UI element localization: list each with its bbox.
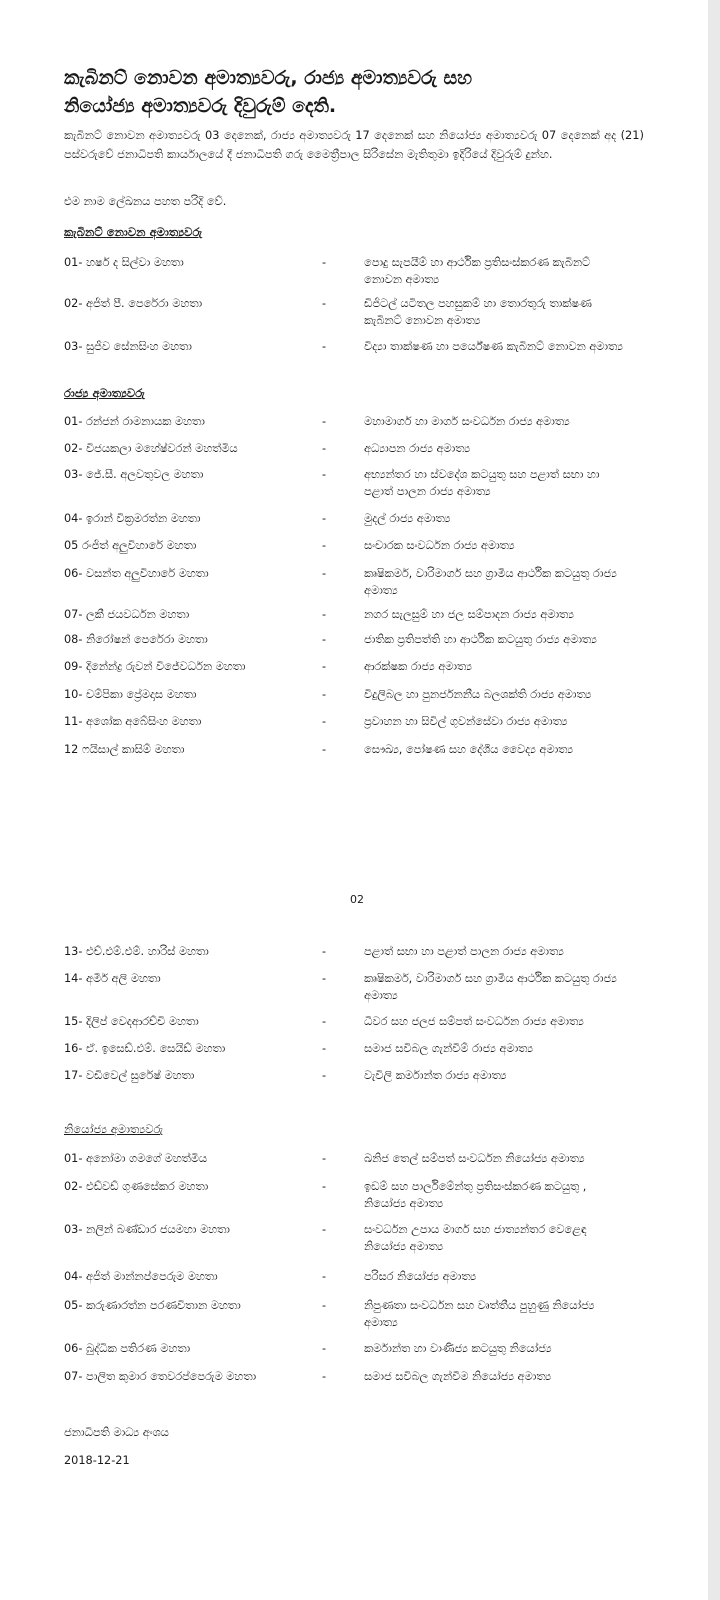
separator-dash: - [322, 660, 327, 673]
separator-dash: - [322, 1299, 327, 1312]
minister-name: 02- විජයකලා මහේෂ්වරන් මහත්මිය [64, 442, 238, 455]
page-number: 02 [350, 893, 364, 906]
separator-dash: - [322, 567, 327, 580]
minister-name: 03- නලින් බණ්ඩාර ජයමහා මහතා [64, 1223, 230, 1236]
minister-portfolio: ඉඩම් සහ පාර්ලිමේන්තු ප්‍රතිසංස්කරණ කටයුතු , නියෝජ්‍ය අමාත්‍ය [364, 1180, 587, 1210]
minister-name: 13- එච්.එම්.එම්. හාරිස් මහතා [64, 945, 209, 958]
separator-dash: - [322, 1015, 327, 1028]
separator-dash: - [322, 1270, 327, 1283]
minister-name: 07- පාලිත කුමාර තෙවරප්පෙරුම මහතා [64, 1370, 257, 1383]
section-heading-state: රාජ්‍ය අමාත්‍යවරු [64, 386, 145, 400]
title-line-2: නියෝජ්‍ය අමාත්‍යවරු දිවුරුම් දෙති. [64, 95, 337, 117]
minister-portfolio: පරිසර නියෝජ්‍ය අමාත්‍ය [364, 1270, 477, 1283]
minister-portfolio: ජාතික ප්‍රතිපත්ති හා ආර්ථික කටයුතු රාජ්‍ය අමාත්‍ය [364, 633, 597, 646]
minister-portfolio: සෞඛ්‍ය, පෝෂණ සහ දේශීය වෛද්‍ය අමාත්‍ය [364, 743, 573, 756]
minister-portfolio: පළාත් සභා හා පළාත් පාලන රාජ්‍ය අමාත්‍ය [364, 945, 564, 958]
minister-name: 12 ෆයිසාල් කාසිම් මහතා [64, 743, 185, 756]
intro-paragraph: කැබිනට් නොවන අමාත්‍යවරු 03 දෙනෙක්, රාජ්‍ය අමාත්‍යවරු 17 දෙනෙක් සහ නියෝජ්‍ය අමාත්‍යවරු 07 දෙනෙක් අද (21) පස්වරුවේ ජනාධිපති කාර්යාලයේ දී ජනාධිපති ගරු මෛත්‍රීපාල සිරිසේන මැතිතුමා ඉදිරියේ දිවුරුම් දුන්හ. [64, 128, 644, 161]
minister-portfolio: මුදල් රාජ්‍ය අමාත්‍ය [364, 512, 451, 525]
minister-portfolio: ධීවර සහ ජලජ සම්පත් සංවර්ධන රාජ්‍ය අමාත්‍ය [364, 1015, 584, 1028]
minister-portfolio: අභ්‍යන්තර හා ස්වදේශ කටයුතු සහ පළාත් සභා හා පළාත් පාලන රාජ්‍ය අමාත්‍ය [364, 468, 600, 498]
separator-dash: - [322, 468, 327, 481]
section-heading-non-cabinet: කැබිනට් නොවන අමාත්‍යවරු [64, 225, 203, 239]
minister-name: 01- රන්ජන් රාමනායක මහතා [64, 415, 205, 428]
minister-name: 03- ජේ.සී. අලවතුවල මහතා [64, 468, 204, 481]
separator-dash: - [322, 297, 327, 310]
minister-name: 14- අමීර් අලි මහතා [64, 972, 161, 985]
separator-dash: - [322, 972, 327, 985]
separator-dash: - [322, 512, 327, 525]
separator-dash: - [322, 256, 327, 269]
minister-portfolio: පොදු සැපයීම් හා ආර්ථික ප්‍රතිසංස්කරණ කැබිනට් නොවන අමාත්‍ය [364, 256, 591, 286]
separator-dash: - [322, 415, 327, 428]
minister-name: 02- එඩ්වඩ් ගුණසේකර මහතා [64, 1180, 209, 1193]
minister-name: 04- ඉරාන් වික්‍රමරත්න මහතා [64, 512, 201, 525]
minister-name: 01- අනෝමා ගමගේ මහත්මිය [64, 1152, 208, 1165]
minister-portfolio: විදුලිබල හා පුනර්ජනනීය බලශක්ති රාජ්‍ය අමාත්‍ය [364, 688, 592, 701]
separator-dash: - [322, 1342, 327, 1355]
separator-dash: - [322, 539, 327, 552]
title-line-1: කැබිනට් නොවන අමාත්‍යවරු, රාජ්‍ය අමාත්‍යවරු සහ [64, 67, 473, 89]
minister-portfolio: සංවර්ධන උපාය මාර්ග සහ ජාත්‍යන්තර වෙළෙඳ නියෝජ්‍ය අමාත්‍ය [364, 1223, 587, 1253]
separator-dash: - [322, 608, 327, 621]
minister-portfolio: සංචාරක සංවර්ධන රාජ්‍ය අමාත්‍ය [364, 539, 515, 552]
separator-dash: - [322, 688, 327, 701]
minister-portfolio: ආරක්ෂක රාජ්‍ය අමාත්‍ය [364, 660, 472, 673]
separator-dash: - [322, 442, 327, 455]
minister-name: 09- දිනේන්ද්‍ර රුවන් විජේවර්ධන මහතා [64, 660, 246, 673]
minister-portfolio: නගර සැලසුම් හා ජල සම්පාදන රාජ්‍ය අමාත්‍ය [364, 608, 574, 621]
document-title [64, 64, 664, 120]
minister-portfolio: වැවිලි කර්මාන්ත රාජ්‍ය අමාත්‍ය [364, 1069, 507, 1082]
footer-date: 2018-12-21 [64, 1454, 130, 1467]
minister-portfolio: ඩිජිටල් යටිතල පහසුකම් හා තොරතුරු තාක්ෂණ කැබිනට් නොවන අමාත්‍ය [364, 297, 592, 327]
minister-portfolio: විද්‍යා තාක්ෂණ හා පර්යේෂණ කැබිනට් නොවන අමාත්‍ය [364, 340, 623, 353]
minister-name: 15- දිලිප් වෙදආරච්චි මහතා [64, 1015, 199, 1028]
separator-dash: - [322, 1069, 327, 1082]
minister-name: 01- හර්ෂ ද සිල්වා මහතා [64, 256, 184, 269]
minister-name: 11- අශෝක අබේසිංහ මහතා [64, 715, 202, 728]
minister-portfolio: ඛනිජ තෙල් සම්පත් සංවර්ධන නියෝජ්‍ය අමාත්‍ය [364, 1152, 585, 1165]
minister-name: 17- වඩිවෙල් සුරේෂ් මහතා [64, 1069, 195, 1082]
separator-dash: - [322, 1042, 327, 1055]
separator-dash: - [322, 633, 327, 646]
minister-portfolio: නිපුණතා සංවර්ධන සහ වෘත්තීය පුහුණු නියෝජ්‍ය අමාත්‍ය [364, 1299, 595, 1329]
minister-name: 06- වසන්ත අලුවිහාරේ මහතා [64, 567, 209, 580]
separator-dash: - [322, 1180, 327, 1193]
separator-dash: - [322, 743, 327, 756]
minister-name: 05 රංජිත් අලුවිහාරේ මහතා [64, 539, 197, 552]
minister-portfolio: අධ්‍යාපන රාජ්‍ය අමාත්‍ය [364, 442, 471, 455]
minister-name: 16- ඒ. ඉසෙඩ්.එම්. සෙයිඩ් මහතා [64, 1042, 226, 1055]
minister-portfolio: ප්‍රවාහන හා සිවිල් ගුවන්සේවා රාජ්‍ය අමාත්‍ය [364, 715, 568, 728]
section-heading-deputy: නියෝජ්‍ය අමාත්‍යවරු [64, 1122, 164, 1136]
minister-name: 07- ලකී ජයවර්ධන මහතා [64, 608, 190, 621]
minister-portfolio: සමාජ සවිබල ගැන්වීම් රාජ්‍ය අමාත්‍ය [364, 1042, 533, 1055]
minister-name: 06- බුද්ධික පතිරණ මහතා [64, 1342, 191, 1355]
minister-name: 10- චම්පිකා ප්‍රේමදාස මහතා [64, 688, 197, 701]
minister-portfolio: මහාමාර්ග හා මාර්ග සංවර්ධන රාජ්‍ය අමාත්‍ය [364, 415, 570, 428]
minister-name: 02- අජිත් පී. පෙරේරා මහතා [64, 297, 203, 310]
minister-portfolio: සමාජ සවිබල ගැන්වීම නියෝජ්‍ය අමාත්‍ය [364, 1370, 552, 1383]
minister-name: 03- සුජීව සේනසිංහ මහතා [64, 340, 192, 353]
footer-organization: ජනාධිපති මාධ්‍ය අංශය [64, 1426, 169, 1439]
separator-dash: - [322, 1152, 327, 1165]
separator-dash: - [322, 715, 327, 728]
separator-dash: - [322, 1223, 327, 1236]
minister-portfolio: කෘෂිකර්ම, වාරිමාර්ග සහ ග්‍රාමීය ආර්ථික කටයුතු රාජ්‍ය අමාත්‍ය [364, 972, 617, 1002]
separator-dash: - [322, 340, 327, 353]
minister-name: 05- කරුණාරත්න පරණවිතාන මහතා [64, 1299, 241, 1312]
separator-dash: - [322, 1370, 327, 1383]
minister-portfolio: කෘෂිකර්ම, වාරිමාර්ග සහ ග්‍රාමීය ආර්ථික කටයුතු රාජ්‍ය අමාත්‍ය [364, 567, 617, 597]
list-intro: එම නාම ලේඛනය පහත පරිදි වේ. [64, 194, 227, 208]
separator-dash: - [322, 945, 327, 958]
minister-name: 04- අජිත් මාන්නප්පෙරුම මහතා [64, 1270, 218, 1283]
minister-name: 08- නිරෝෂන් පෙරේරා මහතා [64, 633, 208, 646]
minister-portfolio: කර්මාන්ත හා වාණිජ්‍ය කටයුතු නියෝජ්‍ය [364, 1342, 552, 1355]
